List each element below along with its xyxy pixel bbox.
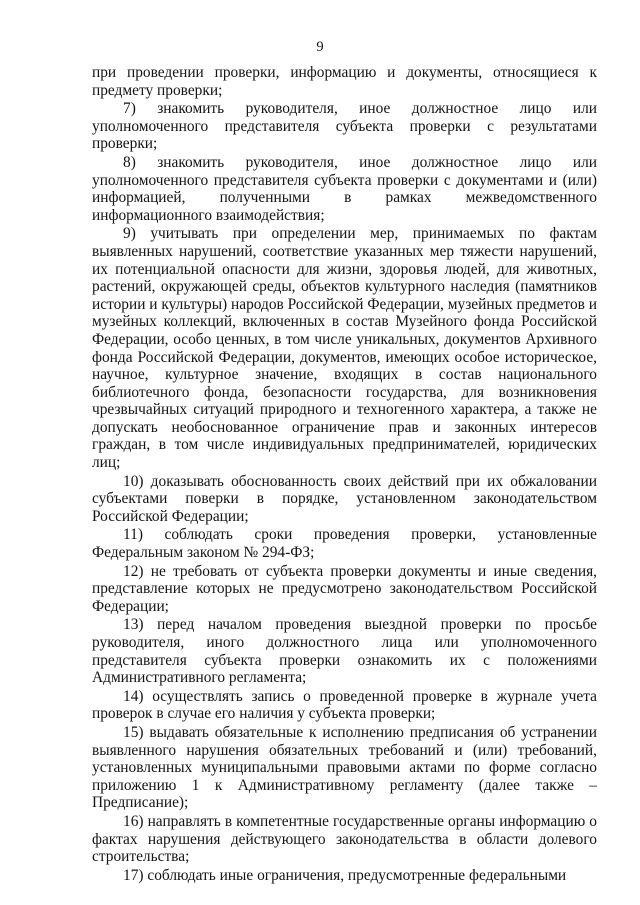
paragraph-item-9: 9) учитывать при определении мер, принимаемых по фактам выявленных нарушений, соответствие указанных мер тяжести нарушений, их потенциальной опасности для жизни, здоровья людей, для животных, растений, окружающей среды, объектов культурного наследия (памятников истории и культуры) народов Российской Федерации, музейных предметов и музейных коллекций, включенных в состав Музейного фонда Российской Федерации, особо ценных, в том числе уникальных, документов Архивного фонда Российской Федерации, документов, имеющих особое историческое, научное, культурное значение, входящих в состав национального библиотечного фонда, безопасности государства, для возникновения чрезвычайных ситуаций природного и техногенного характера, а также не допускать необоснованное ограничение прав и законных интересов граждан, в том числе индивидуальных предпринимателей, юридических лиц;	[92, 225, 597, 472]
paragraph-item-7: 7) знакомить руководителя, иное должностное лицо или уполномоченного представителя субъекта проверки с результатами проверки;	[92, 100, 597, 153]
paragraph-item-11: 11) соблюдать сроки проведения проверки, установленные Федеральным законом № 294-ФЗ;	[92, 526, 597, 562]
paragraph-item-14: 14) осуществлять запись о проведенной проверке в журнале учета проверок в случае его наличия у субъекта проверки;	[92, 687, 597, 723]
paragraph-continuation: при проведении проверки, информацию и документы, относящиеся к предмету проверки;	[92, 64, 597, 99]
paragraph-item-8: 8) знакомить руководителя, иное должностное лицо или уполномоченного представителя субъекта проверки с документами и (или) информацией, полученными в рамках межведомственного информационного взаимодействия;	[92, 153, 597, 224]
paragraph-item-16: 16) направлять в компетентные государственные органы информацию о фактах нарушения действующего законодательства в области долевого строительства;	[92, 812, 597, 866]
paragraph-item-15: 15) выдавать обязательные к исполнению предписания об устранении выявленного нарушения обязательных требований и (или) требований, установленных муниципальными правовыми актами по форме согласно приложению 1 к Административному регламенту (далее также – Предписание);	[92, 723, 597, 812]
document-body	[92, 64, 597, 884]
page-number: 9	[316, 39, 324, 55]
paragraph-item-12: 12) не требовать от субъекта проверки документы и иные сведения, представление которых не предусмотрено законодательством Российской Федерации;	[92, 562, 597, 615]
paragraph-item-13: 13) перед началом проведения выездной проверки по просьбе руководителя, иного должностного лица или уполномоченного представителя субъекта проверки ознакомить их с положениями Административного регламента;	[92, 616, 597, 687]
paragraph-item-17: 17) соблюдать иные ограничения, предусмотренные федеральными	[123, 866, 567, 884]
paragraph-item-10: 10) доказывать обоснованность своих действий при их обжаловании субъектами поверки в порядке, установленном законодательством Российской Федерации;	[92, 472, 597, 525]
